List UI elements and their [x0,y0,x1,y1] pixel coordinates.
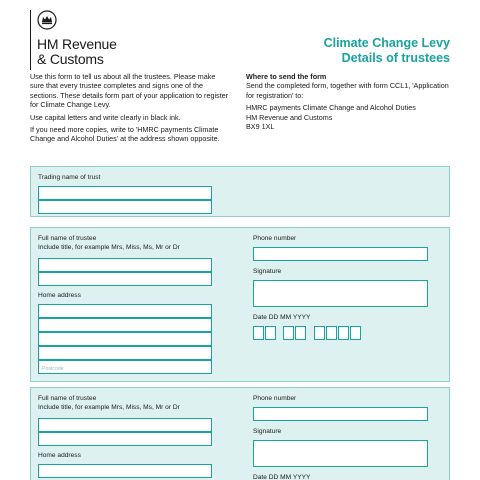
phone-field[interactable] [253,247,428,261]
trust-name-section [30,166,450,217]
postcode-placeholder: Postcode [42,366,64,372]
date-month-digit1[interactable] [283,326,294,340]
phone-field[interactable] [253,407,428,421]
form-title-line1: Climate Change Levy [323,36,450,50]
home-address-field-line1[interactable] [38,464,212,478]
org-name-line1: HM Revenue [37,36,117,52]
intro-paragraph: If you need more copies, write to 'HMRC payments Climate Change and Alcohol Duties' at the address shown opposite. [30,125,220,144]
phone-label: Phone number [253,395,297,402]
date-month-digit2[interactable] [295,326,306,340]
date-day-digit1[interactable] [253,326,264,340]
date-year-digit4[interactable] [350,326,361,340]
trustee-section-2 [30,387,450,480]
trustee-name-field-line2[interactable] [38,432,212,446]
trustee-name-field-line2[interactable] [38,272,212,286]
intro-paragraph: Use capital letters and write clearly in black ink. [30,112,181,122]
home-address-field-line3[interactable] [38,332,212,346]
signature-field[interactable] [253,280,428,307]
trustee-name-hint: Include title, for example Mrs, Miss, Ms, Mr or Dr [38,244,180,251]
trust-name-field-line1[interactable] [38,186,212,200]
date-label: Date DD MM YYYY [253,474,311,480]
trust-name-label: Trading name of trust [38,174,101,181]
signature-label: Signature [253,428,282,435]
send-instructions [246,72,456,131]
home-address-field-line2[interactable] [38,318,212,332]
postcode-field[interactable] [38,360,212,374]
date-label: Date DD MM YYYY [253,314,311,321]
home-address-label: Home address [38,292,81,299]
trustee-name-field-line1[interactable] [38,258,212,272]
signature-label: Signature [253,268,282,275]
form-title-line2: Details of trustees [341,51,450,65]
royal-crest-icon [37,10,57,30]
hmrc-logo [30,10,150,70]
trust-name-field-line2[interactable] [38,200,212,214]
form-title [324,36,450,66]
date-year-digit3[interactable] [338,326,349,340]
home-address-field-line1[interactable] [38,304,212,318]
send-paragraph: Send the completed form, together with form CCL1, 'Application for registration' to: [246,81,449,100]
intro-paragraph: Use this form to tell us about all the trustees. Please make sure that every trustee completes and signs one of the sections. These details form part of your application to register for Climate Change Levy. [30,72,229,110]
phone-label: Phone number [253,235,297,242]
home-address-label: Home address [38,452,81,459]
send-address-line: HMRC payments Climate Change and Alcohol Duties [246,103,416,113]
trustee-section-1 [30,227,450,382]
send-heading: Where to send the form [246,72,327,81]
send-address-line: HM Revenue and Customs [246,112,333,122]
org-name-line2: & Customs [37,51,104,67]
date-year-digit2[interactable] [326,326,337,340]
intro-text [30,72,230,147]
date-day-digit2[interactable] [265,326,276,340]
trustee-name-label: Full name of trustee [38,235,97,242]
signature-field[interactable] [253,440,428,467]
trustee-name-label: Full name of trustee [38,395,97,402]
trustee-name-field-line1[interactable] [38,418,212,432]
trustee-name-hint: Include title, for example Mrs, Miss, Ms, Mr or Dr [38,404,180,411]
date-year-digit1[interactable] [314,326,325,340]
home-address-field-line4[interactable] [38,346,212,360]
send-address-line: BX9 1XL [246,122,275,132]
